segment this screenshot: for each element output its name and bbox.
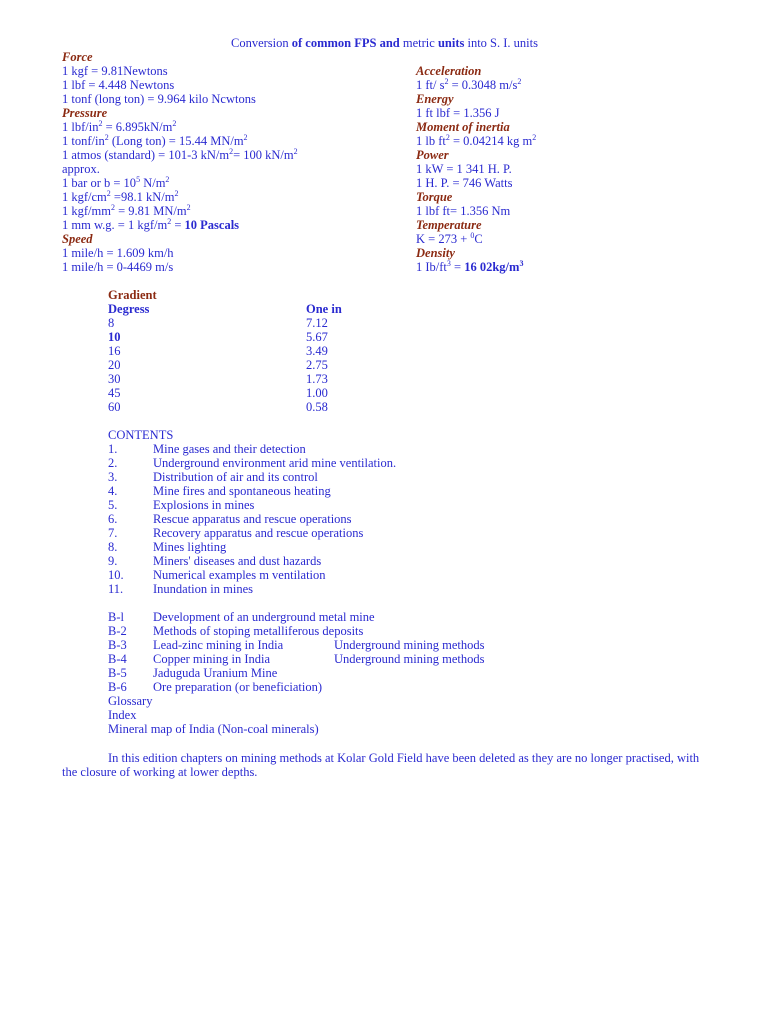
table-row [108,316,408,330]
contents-title: Underground environment arid mine ventilation. [153,456,397,470]
pressure-tonf-in2: 1 tonf/$in^2$ (Long ton) = 15.44 $MN/m^2$ [62,133,248,148]
glossary-item: Glossary [108,694,153,708]
list-item [108,498,708,512]
acceleration-value: 1 ft/ $s^2 = 0.3048$ $m/s^2$ [416,77,522,92]
speed-km-h: 1 mile/h = 1.609 km/h [62,246,174,260]
energy-value: 1 ft lbf = 1.356 J [416,106,500,120]
gradient-one-in-cell: 3.49 [306,344,328,358]
appendix-title: Copper mining in India [153,652,270,666]
appendix-title: Development of an underground metal mine [153,610,375,624]
list-item [108,526,708,540]
list-item [108,568,708,582]
appendix-number: B-4 [108,652,127,666]
pressure-kgf-cm2: 1 kgf/$cm^2 =98.1$ $kN/m^2$ [62,189,179,204]
table-row [108,386,408,400]
density-value: 1 $Ib/ft^3 = 16$ $02kg/m^3$ [416,259,524,274]
list-item [108,442,708,456]
force-kgf: 1 kgf = 9.81Newtons [62,64,168,78]
index-item: Index [108,708,137,722]
appendix-number: B-3 [108,638,127,652]
contents-title: Mine gases and their detection [153,442,306,456]
table-row [108,330,408,344]
appendix-title: Jaduguda Uranium Mine [153,666,278,680]
list-item [108,624,708,638]
contents-number: 8. [108,540,118,554]
list-item [108,554,708,568]
list-item [108,456,708,470]
appendix-number: B-6 [108,680,127,694]
contents-number: 1. [108,442,118,456]
appendix-subtitle: Underground mining methods [334,652,485,666]
gradient-heading: Gradient [108,288,157,302]
list-item [108,652,708,666]
table-row [108,344,408,358]
gradient-degree-cell: 10 [108,330,121,344]
pressure-heading: Pressure [62,106,108,120]
contents-number: 11. [108,582,124,596]
page-title: Conversion of common FPS and metric units into S. I. units [231,36,538,50]
list-item [108,638,708,652]
temperature-value: K = 273 + $^0$C [416,231,483,246]
pressure-kgf-mm2: 1 kgf/$mm^2 = 9.81$ $MN/m^2$ [62,203,191,218]
table-row [108,372,408,386]
contents-title: Miners' diseases and dust hazards [153,554,322,568]
left-conversion-column [62,50,298,274]
gradient-header-row [108,302,408,316]
contents-number: 6. [108,512,118,526]
density-heading: Density [416,246,455,260]
contents-number: 3. [108,470,118,484]
list-item [108,540,708,554]
force-tonf: 1 tonf (long ton) = 9.964 kilo Ncwtons [62,92,256,106]
gradient-degree-cell: 60 [108,400,121,414]
pressure-lbf-in2: 1 lbf/$in^2 = 6.895kN/m^2$ [62,119,177,134]
gradient-col-one-in: One in [306,302,342,316]
right-conversion-column [416,64,536,274]
moment-of-inertia-value: 1 lb $ft^2 = 0.04214$ kg $m^2$ [416,133,537,148]
table-row [108,400,408,414]
contents-title: Mine fires and spontaneous heating [153,484,331,498]
edition-note-paragraph: In this edition chapters on mining methods at Kolar Gold Field have been deleted as they are no longer practised, with the closure of working at lower depths. [62,751,700,779]
contents-heading: CONTENTS [108,428,174,442]
appendix-number: B-2 [108,624,127,638]
list-item [108,582,708,596]
list-item [108,484,708,498]
gradient-degree-cell: 20 [108,358,121,372]
speed-heading: Speed [62,232,93,246]
gradient-degree-cell: 45 [108,386,121,400]
gradient-degree-cell: 30 [108,372,121,386]
contents-number: 4. [108,484,118,498]
gradient-table [108,288,408,414]
list-item [108,470,708,484]
contents-title: Recovery apparatus and rescue operations [153,526,364,540]
list-item [108,666,708,680]
contents-number: 10. [108,568,124,582]
appendix-number: B-5 [108,666,127,680]
pressure-bar: 1 bar or $b = 10^5$ $N/m^2$ [62,175,170,190]
power-kw: 1 kW = 1 341 H. P. [416,162,512,176]
gradient-degree-cell: 16 [108,344,121,358]
gradient-one-in-cell: 7.12 [306,316,328,330]
appendix-subtitle: Underground mining methods [334,638,485,652]
contents-title: Numerical examples m ventilation [153,568,326,582]
pressure-mm-wg: 1 mm w.g. = 1 kgf/$m^2 = 10$ Pascals [62,217,240,232]
speed-m-s: 1 mile/h = 0-4469 m/s [62,260,174,274]
contents-title: Rescue apparatus and rescue operations [153,512,352,526]
torque-heading: Torque [416,190,453,204]
list-item [108,512,708,526]
appendix-title: Lead-zinc mining in India [153,638,284,652]
gradient-one-in-cell: 1.73 [306,372,328,386]
force-lbf: 1 lbf = 4.448 Newtons [62,78,175,92]
table-row [108,358,408,372]
power-heading: Power [416,148,449,162]
gradient-one-in-cell: 0.58 [306,400,328,414]
power-hp: 1 H. P. = 746 Watts [416,176,513,190]
moment-of-inertia-heading: Moment of inertia [416,120,510,134]
force-heading: Force [62,50,93,64]
contents-title: Inundation in mines [153,582,253,596]
contents-number: 7. [108,526,118,540]
mineral-map-item: Mineral map of India (Non-coal minerals) [108,722,319,736]
appendix-title: Ore preparation (or beneficiation) [153,680,323,694]
contents-section [108,428,708,736]
contents-title: Explosions in mines [153,498,255,512]
torque-value: 1 lbf ft= 1.356 Nm [416,204,511,218]
contents-number: 5. [108,498,118,512]
gradient-degree-cell: 8 [108,316,115,330]
energy-heading: Energy [416,92,454,106]
list-item [108,610,708,624]
list-item [108,680,708,694]
gradient-one-in-cell: 2.75 [306,358,328,372]
contents-number: 9. [108,554,118,568]
pressure-approx: approx. [62,162,100,176]
contents-title: Mines lighting [153,540,227,554]
pressure-atmos: 1 atmos (standard) = 101-3 $kN/m^2= 100$ $kN/m^2$ [62,147,298,162]
temperature-heading: Temperature [416,218,482,232]
contents-title: Distribution of air and its control [153,470,318,484]
contents-number: 2. [108,456,118,470]
appendix-title: Methods of stoping metalliferous deposits [153,624,364,638]
acceleration-heading: Acceleration [416,64,482,78]
gradient-col-degrees: Degress [108,302,150,316]
appendix-number: B-l [108,610,124,624]
gradient-one-in-cell: 1.00 [306,386,328,400]
gradient-one-in-cell: 5.67 [306,330,328,344]
